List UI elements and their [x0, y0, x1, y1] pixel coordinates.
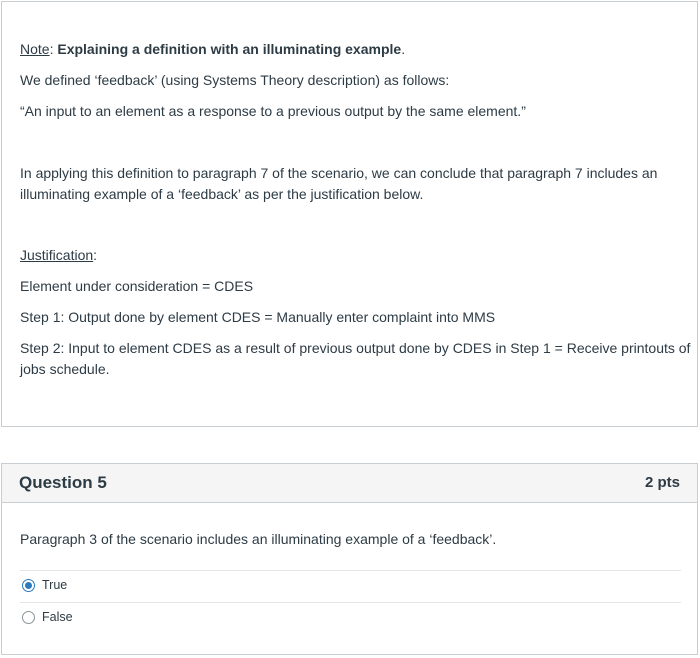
note-label: Note — [20, 41, 50, 57]
justification-heading — [20, 245, 97, 266]
definition-quote: “An input to an element as a response to a previous output by the same element.” — [20, 103, 526, 119]
defined-line: We defined ‘feedback’ (using Systems Theory description) as follows: — [20, 72, 450, 88]
question-title: Question 5 — [19, 473, 107, 492]
applying-line-1: In applying this definition to paragraph 7 of the scenario, we can conclude that paragraph 7 includes an — [20, 165, 658, 181]
justification-colon: : — [93, 247, 98, 263]
applying-line-2: illuminating example of a ‘feedback’ as per the justification below. — [20, 186, 424, 202]
step2-line-2: jobs schedule. — [20, 361, 110, 377]
option-false[interactable] — [22, 607, 73, 627]
option-divider — [20, 602, 681, 603]
option-false-label[interactable]: False — [42, 610, 73, 624]
note-card — [1, 1, 698, 427]
question-header — [2, 464, 697, 503]
question-card — [1, 463, 698, 655]
step1-line: Step 1: Output done by element CDES = Manually enter complaint into MMS — [20, 309, 496, 325]
element-line: Element under consideration = CDES — [20, 278, 254, 294]
note-heading: Explaining a definition with an illuminating example — [57, 41, 402, 57]
radio-false[interactable] — [22, 611, 35, 624]
question-text: Paragraph 3 of the scenario includes an illuminating example of a ‘feedback’. — [20, 531, 497, 547]
option-true[interactable] — [22, 575, 67, 595]
step2-line-1: Step 2: Input to element CDES as a result of previous output done by CDES in Step 1 = Receive printouts of — [20, 340, 691, 356]
note-colon: : — [49, 41, 58, 57]
question-points: 2 pts — [644, 474, 680, 491]
note-period: . — [401, 41, 406, 57]
option-true-label[interactable]: True — [42, 578, 68, 592]
note-heading-line — [20, 39, 405, 60]
radio-true[interactable] — [22, 579, 35, 592]
justification-label: Justification — [20, 247, 94, 263]
option-divider — [20, 570, 681, 571]
